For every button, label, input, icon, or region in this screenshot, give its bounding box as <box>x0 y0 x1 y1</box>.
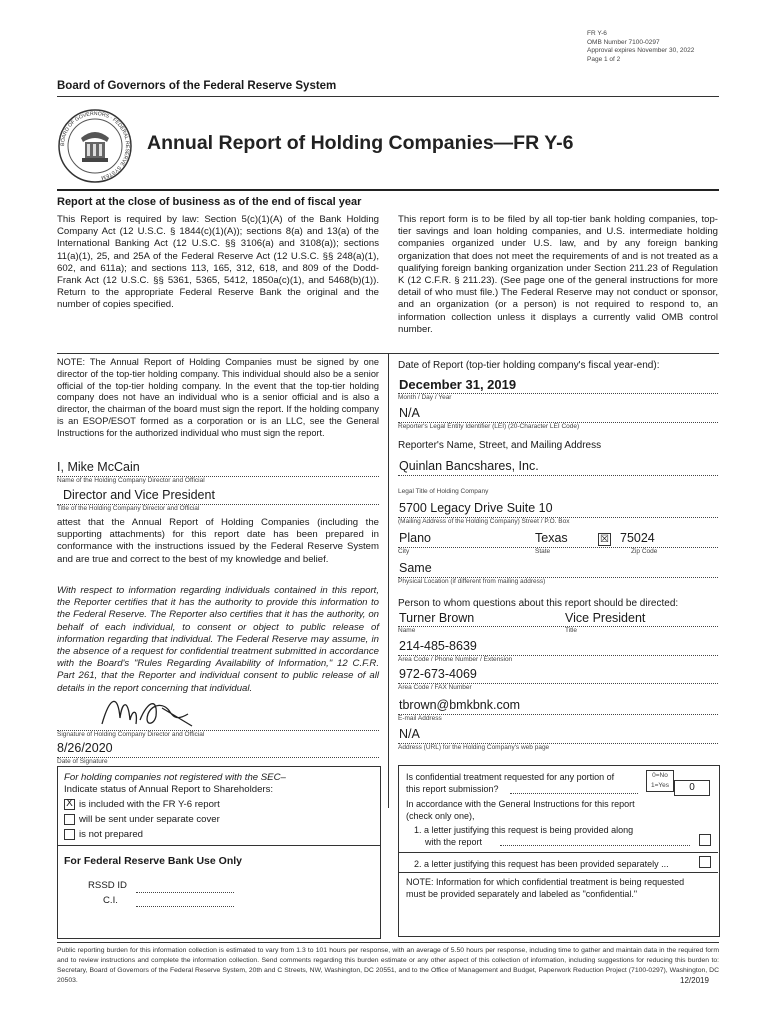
option-not-prepared[interactable]: is not prepared <box>64 829 143 841</box>
contact-title-field[interactable]: Vice President <box>565 611 646 625</box>
federal-reserve-seal-icon <box>57 108 133 184</box>
fed-use-heading: For Federal Reserve Bank Use Only <box>64 855 242 867</box>
report-heading: Report at the close of business as of the end of fiscal year <box>57 196 362 208</box>
option-letter-with-report: 1. a letter justifying this request is being provided along with the report <box>414 825 634 847</box>
checkbox-letter-with-report[interactable] <box>699 834 711 846</box>
signer-line <box>57 460 140 475</box>
signer-title-label: Title of the Holding Company Director and Official <box>57 505 200 512</box>
lei-field[interactable]: N/A <box>399 406 420 420</box>
signer-name-field[interactable]: Mike McCain <box>67 460 140 474</box>
company-name-field[interactable]: Quinlan Bancshares, Inc. <box>399 459 539 473</box>
state-field[interactable]: Texas <box>535 531 568 545</box>
accordance-text: In accordance with the General Instructions for this report (check only one), <box>406 799 635 821</box>
contact-heading: Person to whom questions about this report should be directed: <box>398 598 679 609</box>
confidential-question: Is confidential treatment requested for any portion of this report submission? <box>406 772 615 794</box>
title-rule <box>57 189 719 191</box>
checkbox-not-prepared[interactable] <box>64 829 75 840</box>
signature[interactable] <box>92 690 252 732</box>
signature-label: Signature of Holding Company Director and Official <box>57 731 205 738</box>
filing-requirement-text: This report form is to be filed by all top-tier bank holding companies, top-tier savings and loan holding companies, and U.S. intermediate holding companies organized under U.S. law, and by any foreign banking organization that does not meet the requirements of and is not treated as a qualifying foreign banking organization under Section 211.23 of Regulation K (12 C.F.R. § 211.23). (See page one of the general instructions for more detail of who must file.) The Federal Reserve may not conduct or sponsor, and an organization (or a person) is not required to respond to, an information collection unless it displays a currently valid OMB control number. <box>398 214 718 335</box>
signer-prefix: I, <box>57 460 64 474</box>
date-of-report-label: Date of Report (top-tier holding company's fiscal year-end): <box>398 360 660 371</box>
contact-name-field[interactable]: Turner Brown <box>399 611 475 625</box>
consent-text: With respect to information regarding individuals contained in this report, the Reporter certifies that it has the authority to provide this information to the Federal Reserve. The Reporter also certifies that it has the authority, on behalf of each individual, to consent or object to public release of information regarding that individual. The Federal Reserve may assume, in the absence of a request for confidential treatment submitted in accordance with the Board's "Rules Regarding Availability of Information," 12 C.F.R. Part 261, that the Reporter and individual consent to public release of all details in the report concerning that individual. <box>57 585 379 694</box>
rssd-label: RSSD ID <box>88 880 127 891</box>
phone-label: Area Code / Phone Number / Extension <box>398 656 513 663</box>
option-included[interactable]: X is included with the FR Y-6 report <box>64 799 220 811</box>
city-field[interactable]: Plano <box>399 531 431 545</box>
checkbox-letter-separately[interactable] <box>699 856 711 868</box>
url-label: Address (URL) for the Holding Company's web page <box>398 744 550 751</box>
signature-date-field[interactable]: 8/26/2020 <box>57 741 113 755</box>
city-label: City <box>398 548 410 555</box>
checkbox-included[interactable]: X <box>64 799 75 810</box>
url-field[interactable]: N/A <box>399 727 420 741</box>
email-label: E-mail Address <box>398 715 442 722</box>
phone-field[interactable]: 214-485-8639 <box>399 639 477 653</box>
revision-date: 12/2019 <box>680 976 709 985</box>
confidential-key: 0=No 1=Yes <box>646 770 674 792</box>
approval-expiry: Approval expires November 30, 2022 <box>587 47 695 54</box>
form-header <box>587 30 737 64</box>
state-checkbox[interactable]: ☒ <box>598 533 611 546</box>
confidential-note: NOTE: Information for which confidential treatment is being requested must be provided separately and labeled as "confidential." <box>406 877 685 899</box>
column-divider <box>388 353 389 808</box>
fax-label: Area Code / FAX Number <box>398 684 472 691</box>
agency-name: Board of Governors of the Federal Reserve System <box>57 80 337 92</box>
attestation-text: attest that the Annual Report of Holding Companies (including the supporting attachments) for this report date has been prepared in conformance with the instructions issued by the Federal Reserve System and are true and correct to the best of my knowledge and belief. <box>57 517 379 565</box>
legal-authority-text: This Report is required by law: Section 5(c)(1)(A) of the Bank Holding Company Act (12 U.S.C. § 1844(c)(1)(A)); sections 8(a) and 13(a) of the International Banking Act (12 U.S.C. §§ 3106(a) and 3108(a)); sections 11(a)(1), 25, and 25A of the Federal Reserve Act (12 U.S.C. §§ 248(a)(1), 602, and 611a); and sections 113, 165, 312, 618, and 809 of the Dodd-Frank Act (12 U.S.C. §§ 5361, 5365, 5412, 1850a(c)(1), and 5468(b)(1)). Return to the appropriate Federal Reserve Bank the original and the number of copies specified. <box>57 214 379 311</box>
checkbox-separate-cover[interactable] <box>64 814 75 825</box>
zip-field[interactable]: 75024 <box>620 531 655 545</box>
physical-location-field[interactable]: Same <box>399 561 432 575</box>
omb-number: OMB Number 7100-0297 <box>587 38 660 46</box>
street-field[interactable]: 5700 Legacy Drive Suite 10 <box>399 501 553 515</box>
page-title: Annual Report of Holding Companies—FR Y-6 <box>147 132 574 154</box>
burden-statement: Public reporting burden for this information collection is estimated to vary from 1.3 to 101 hours per response, with an average of 5.50 hours per response, including time to gather and maintain data in the required form and to review instructions and complete the information collection. Send comments regarding this burden estimate or any other aspect of this collection of information, including suggestions for reducing this burden to: Secretary, Board of Governors of the Federal Reserve System, 20th and C Streets, NW, Washington, DC 20551, and to the Office of Management and Budget, Paperwork Reduction Project (7100-0297), Washington, DC 20503. <box>57 947 719 984</box>
not-registered-heading: For holding companies not registered with the SEC– <box>64 772 286 783</box>
lei-label: Reporter's Legal Entity Identifier (LEI) (20-Character LEI Code) <box>398 423 580 430</box>
signer-name-label: Name of the Holding Company Director and Official <box>57 477 205 484</box>
company-name-label: Legal Title of Holding Company <box>398 488 489 495</box>
street-label: (Mailing Address of the Holding Company) Street / P.O. Box <box>398 518 570 525</box>
page-number: Page 1 of 2 <box>587 55 621 63</box>
shareholder-status-prompt: Indicate status of Annual Report to Shareholders: <box>64 784 274 795</box>
date-of-report-field[interactable]: December 31, 2019 <box>399 377 517 392</box>
signature-note: NOTE: The Annual Report of Holding Companies must be signed by one director of the top-tier holding company. This individual should also be a senior official of the top-tier holding company. In the event that the top-tier holding company does not have an individual who is a senior official and is also a director, the chairman of the board must sign the report. If the holding company is an ESOP/ESOT formed as a corporation or is an LLC, see the General Instructions for the authorized individual who must sign the report. <box>57 357 379 438</box>
date-format-label: Month / Day / Year <box>398 394 452 401</box>
fax-field[interactable]: 972-673-4069 <box>399 667 477 681</box>
signer-title-field[interactable]: Director and Vice President <box>63 488 215 502</box>
confidential-answer-field[interactable]: 0 <box>674 780 710 796</box>
signature-date-label: Date of Signature <box>57 758 108 765</box>
physical-location-label: Physical Location (if different from mailing address) <box>398 578 546 585</box>
state-label: State <box>535 548 551 555</box>
contact-title-label: Title <box>565 627 578 634</box>
zip-label: Zip Code <box>631 548 658 555</box>
option-separate-cover[interactable]: will be sent under separate cover <box>64 814 220 826</box>
reporter-address-heading: Reporter's Name, Street, and Mailing Address <box>398 440 602 451</box>
form-id: FR Y-6 <box>587 30 607 37</box>
agency-rule <box>57 96 719 97</box>
svg-text:BOARD OF GOVERNORS · FEDERAL R: BOARD OF GOVERNORS · FEDERAL RESERVE SYSTEM <box>59 110 131 181</box>
option-letter-separately: 2. a letter justifying this request has been provided separately ... <box>414 859 669 869</box>
ci-label: C.I. <box>103 895 118 906</box>
email-field[interactable]: tbrown@bmkbnk.com <box>399 698 521 712</box>
contact-name-label: Name <box>398 627 416 634</box>
